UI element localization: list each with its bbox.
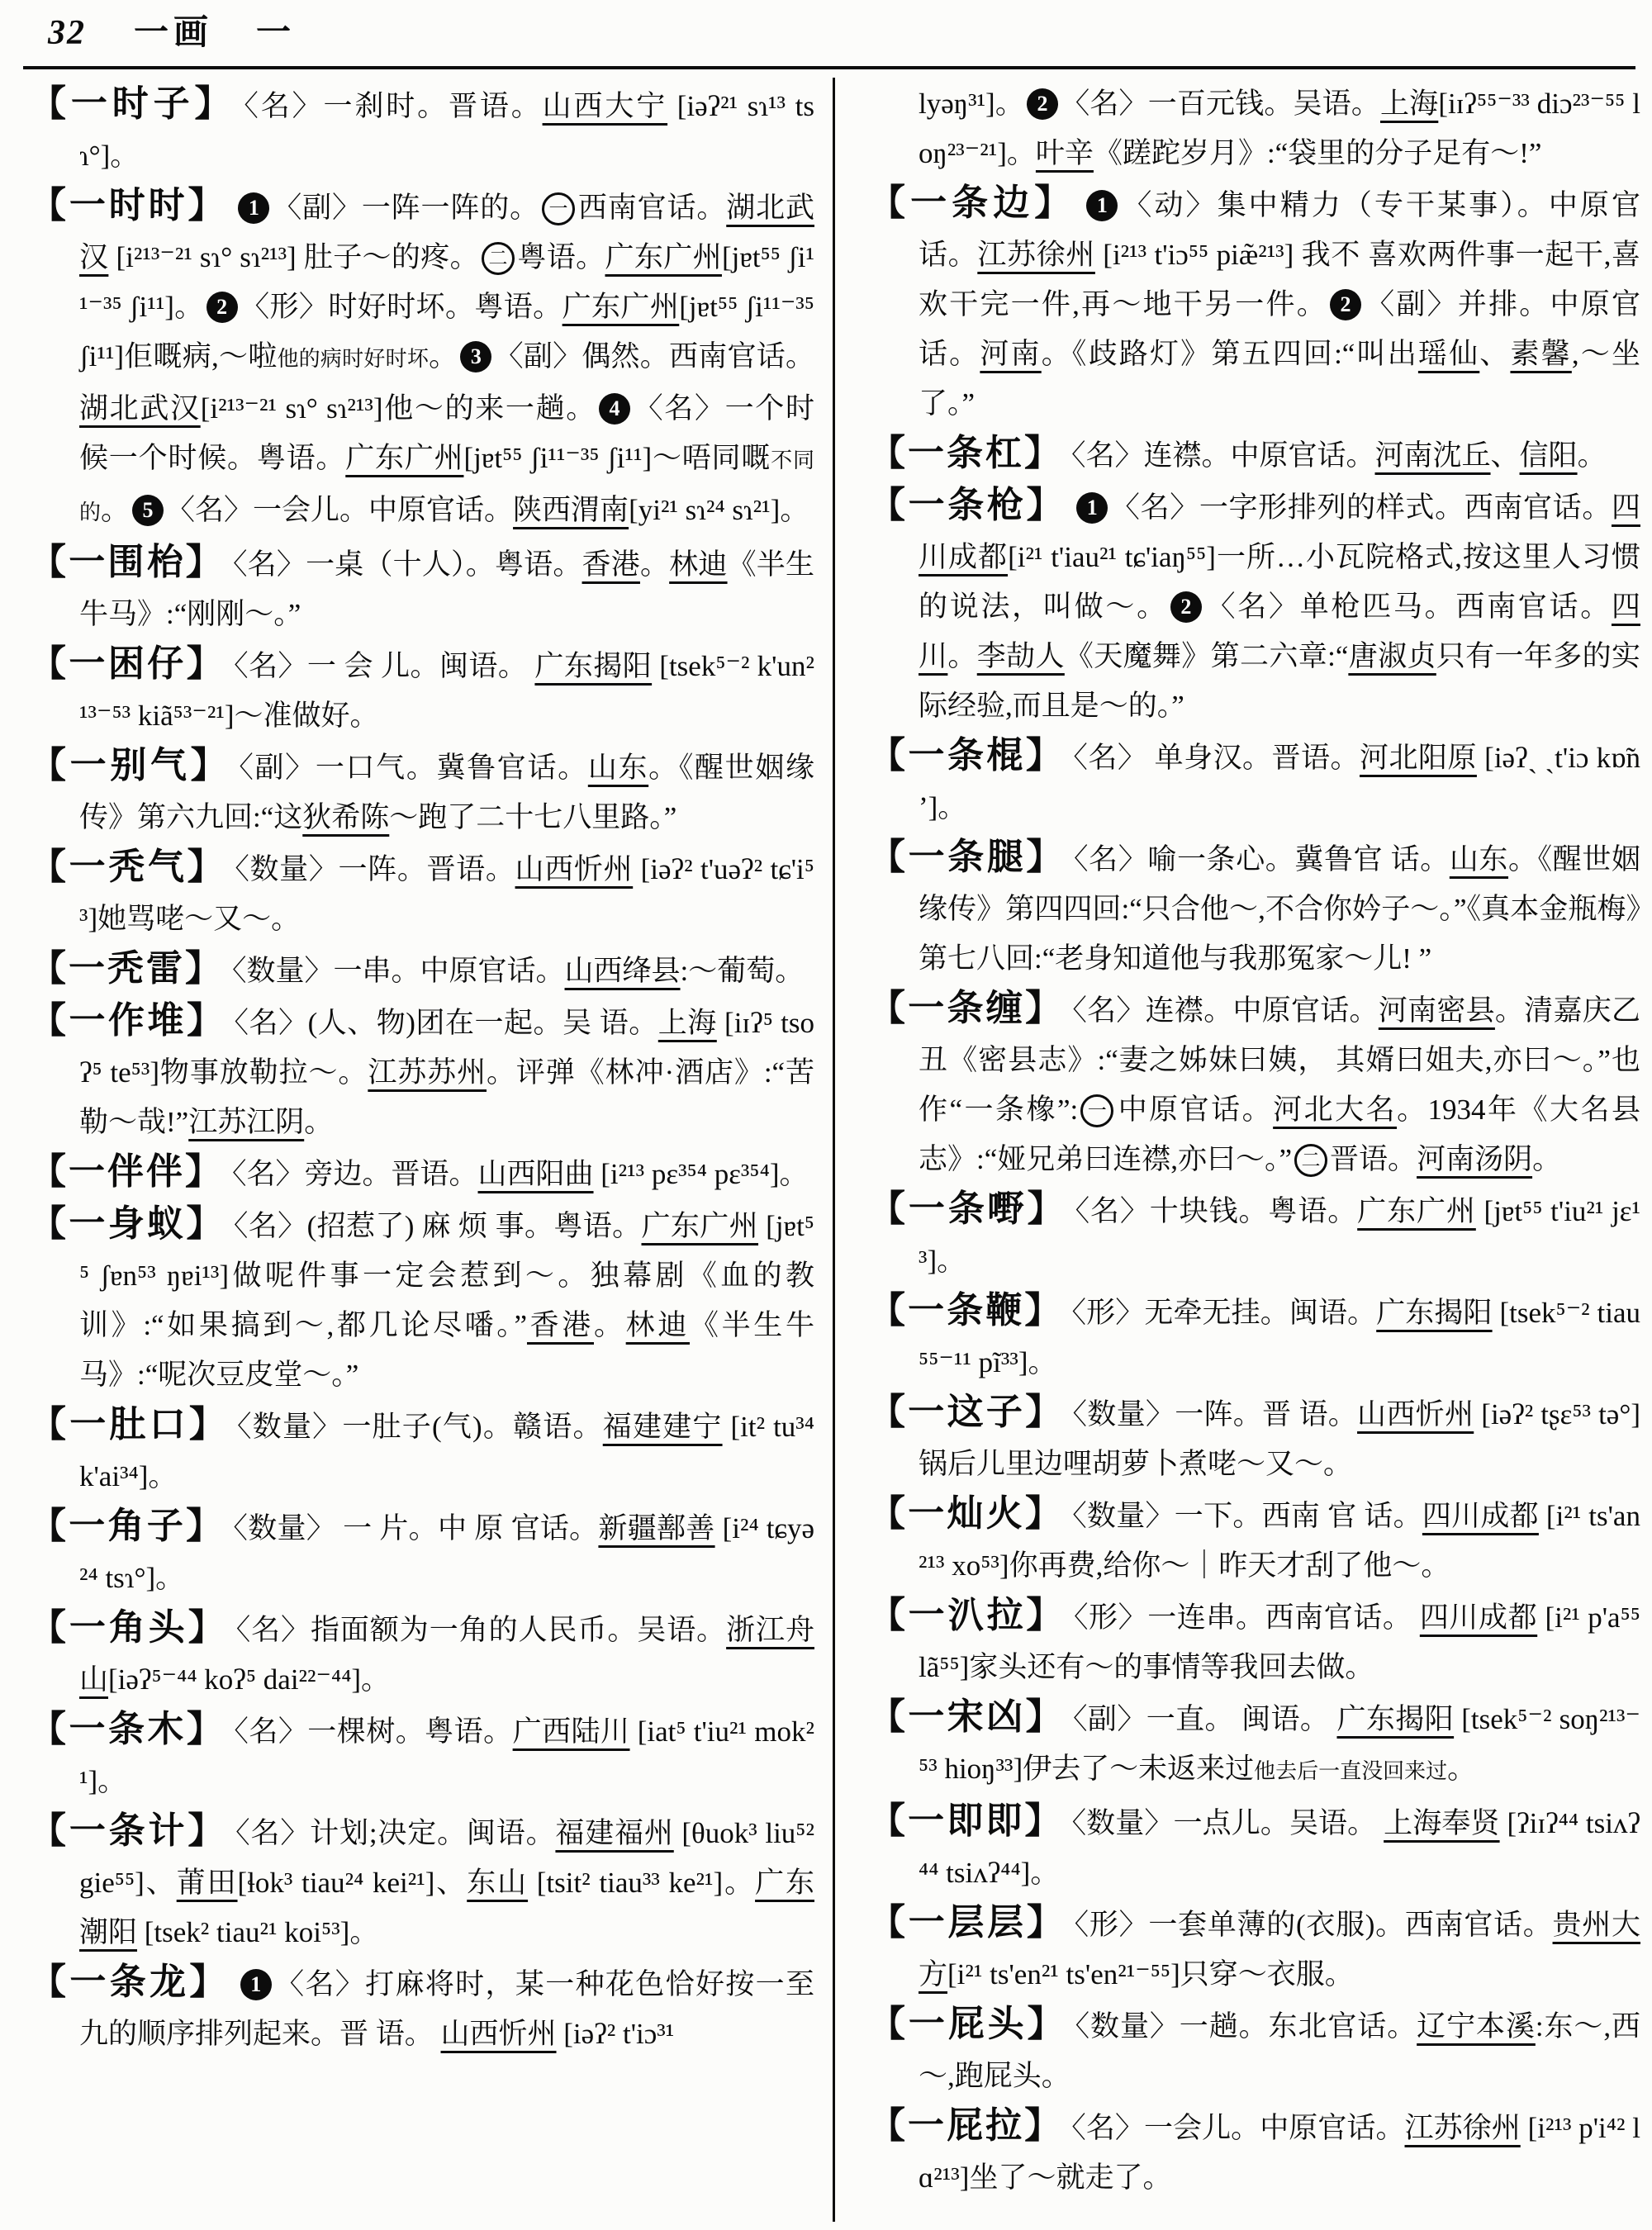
entry-headword: 【一条边】 <box>869 183 1076 223</box>
dialect-locale: 广东广州 <box>641 1210 759 1242</box>
entry-headword: 【一身蚁】 <box>30 1203 225 1244</box>
dictionary-entry: 【一伴伴】 〈名〉旁边。晋语。山西阳曲 [i²¹³ pɛ³⁵⁴ pɛ³⁵⁴]。 <box>30 1151 809 1192</box>
dialect-locale: 河南密县 <box>1378 994 1495 1027</box>
dictionary-entry: 【一这子】 〈数量〉一阵。晋 语。山西忻州 [iəʔ² tʂɛ⁵³ tə°]锅后儿里边哩胡萝卜煮咾～又～。 <box>869 1392 1640 1480</box>
entry-headword: 【一时时】 <box>30 185 228 225</box>
sense-number-icon: 1 <box>238 192 269 224</box>
entry-headword: 【一作堆】 <box>30 1000 226 1041</box>
dialect-locale: 湖北武汉 <box>79 392 201 425</box>
dictionary-entry: 【一灿火】 〈数量〉一下。西南 官 话。四川成都 [i²¹ ts'an²¹³ xo⁵³]你再费,给你～｜昨天才刮了他～。 <box>869 1493 1640 1582</box>
entry-headword: 【一即即】 <box>869 1801 1064 1841</box>
dialect-locale: 陕西渭南 <box>513 494 629 526</box>
radical-char: 一 <box>256 14 293 52</box>
sense-number-icon: 1 <box>1076 492 1108 524</box>
dialect-locale: 浙江舟山 <box>79 1614 814 1696</box>
dialect-locale: 山西忻州 <box>440 2018 557 2050</box>
dictionary-entry: 【一屁头】 〈数量〉一趟。东北官话。辽宁本溪:东～,西～,跑屁头。 <box>869 2004 1640 2092</box>
page-number: 32 <box>48 14 86 52</box>
entry-headword: 【一层层】 <box>869 1902 1066 1943</box>
entry-headword: 【一屁拉】 <box>869 2105 1064 2146</box>
sense-number-icon: 4 <box>599 393 630 425</box>
dictionary-entry: 【一条边】 1 〈动〉集中精力（专干某事）。中原官话。江苏徐州 [i²¹³ t'iɔ⁵⁵ piæ̃²¹³] 我不 喜欢两件事一起干,喜欢干完一件,再～地干另一件。 2 〈副〉并排。中原官话。河南。《歧路灯》第五四回:“叫出瑶仙、素馨,～坐了。” <box>869 183 1640 420</box>
dialect-locale: 瑶仙 <box>1417 338 1480 370</box>
entry-headword: 【一条腿】 <box>869 837 1066 877</box>
dictionary-entry: 【一条杠】 〈名〉连襟。中原官话。河南沈丘、信阳。 <box>869 433 1607 473</box>
dialect-locale: 广东广州 <box>345 442 464 474</box>
gloss-note: 他的病时好时坏 <box>277 347 430 371</box>
dialect-locale: 素馨 <box>1510 338 1572 370</box>
dialect-locale: 湖北武汉 <box>79 192 814 273</box>
entry-headword: 【一屁头】 <box>869 2004 1067 2044</box>
dialect-locale: 河南沈丘 <box>1374 439 1491 472</box>
entry-headword: 【一角子】 <box>30 1506 225 1546</box>
entry-headword: 【一角头】 <box>30 1607 228 1648</box>
column-divider <box>833 78 835 2222</box>
dialect-locale: 香港 <box>526 1309 594 1341</box>
dictionary-entry: 【一困仔】 〈名〉一 会 儿。闽语。 广东揭阳 [tsek⁵⁻² k'un²¹³⁻⁵³ kiã⁵³⁻²¹]～准做好。 <box>30 643 814 732</box>
dialect-locale: 山西忻州 <box>1357 1398 1474 1431</box>
dictionary-entry: 【一条枪】 1 〈名〉一字形排列的样式。西南官话。四川成都[i²¹ t'iau²¹ tɕ'iaŋ⁵⁵]一所…小瓦院格式,按这里人习惯的说法，叫做～。 2 〈名〉单枪匹马。西南官话。四川。李劼人《天魔舞》第二六章:“唐淑贞只有一年多的实际经验,而且是～的。” <box>869 485 1640 722</box>
dialect-locale: 山西阳曲 <box>477 1158 594 1190</box>
entry-headword: 【一伴伴】 <box>30 1151 224 1192</box>
dictionary-entry: 【一条鞭】 〈形〉无牵无挂。闽语。广东揭阳 [tsek⁵⁻² tiau⁵⁵⁻¹¹ pĩ³³]。 <box>869 1290 1641 1378</box>
dialect-locale: 唐淑贞 <box>1348 640 1436 672</box>
dialect-locale: 狄希陈 <box>302 801 390 833</box>
dialect-locale: 江苏徐州 <box>1404 2112 1521 2144</box>
dialect-locale: 山东 <box>1449 843 1509 875</box>
dialect-locale: 东山 <box>467 1867 529 1899</box>
entry-headword: 【一时子】 <box>30 83 236 124</box>
dictionary-entry: 【一时时】 1 〈副〉一阵一阵的。 一 西南官话。湖北武汉 [i²¹³⁻²¹ sɿ° sɿ²¹³] 肚子～的疼。 二 粤语。广东广州[jɐt⁵⁵ ʃi¹¹⁻³⁵ ʃi¹¹]。 2 〈形〉时好时坏。粤语。广东广州[jɐt⁵⁵ ʃi¹¹⁻³⁵ ʃi¹¹]佢嘅病,～啦他的病时好时坏。 3 〈副〉偶然。西南官话。湖北武汉[i²¹³⁻²¹ sɿ° sɿ²¹³]他～的来一趟。 4 〈名〉一个时候一个时候。粤语。广东广州[jɐt⁵⁵ ʃi¹¹⁻³⁵ ʃi¹¹]～唔同嘅不同的。 5 〈名〉一会儿。中原官话。陕西渭南[yi²¹ sɿ²⁴ sɿ²¹]。 <box>30 185 815 526</box>
sense-number-icon: 2 <box>1330 289 1361 320</box>
dialect-locale: 四川成都 <box>1422 1500 1539 1532</box>
dialect-locale: 福建建宁 <box>602 1411 723 1443</box>
entry-headword: 【一条嘢】 <box>869 1189 1067 1229</box>
gloss-note: 不同的 <box>79 448 814 524</box>
sense-number-icon: 2 <box>1027 88 1058 120</box>
dictionary-entry: 【一角头】 〈名〉指面额为一角的人民币。吴语。浙江舟山[iəʔ⁵⁻⁴⁴ koʔ⁵ dai²²⁻⁴⁴]。 <box>30 1607 814 1696</box>
entry-headword: 【一宋凶】 <box>869 1696 1066 1737</box>
dictionary-entry: 【一秃气】 〈数量〉一阵。晋语。山西忻州 [iəʔ² t'uəʔ² tɕ'i⁵³]她骂咾～又～。 <box>30 847 814 935</box>
dialect-locale: 广东广州 <box>605 241 722 273</box>
entry-headword: 【一条计】 <box>30 1810 228 1851</box>
dictionary-entry: 【一即即】 〈数量〉一点儿。吴语。 上海奉贤 [ʔiɪʔ⁴⁴ tsiʌʔ⁴⁴ tsiʌʔ⁴⁴]。 <box>869 1801 1640 1889</box>
entry-headword: 【一秃气】 <box>30 847 227 887</box>
dialect-locale: 福建福州 <box>555 1817 674 1849</box>
dictionary-entry: 【一层层】 〈形〉一套单薄的(衣服)。西南官话。贵州大方[i²¹ ts'en²¹ ts'en²¹⁻⁵⁵]只穿～衣服。 <box>869 1902 1641 1990</box>
dialect-locale: 叶辛 <box>1035 137 1094 169</box>
dialect-locale: 香港 <box>582 548 640 581</box>
dialect-locale: 山西绛县 <box>564 955 681 987</box>
subsense-number-icon: 二 <box>1294 1144 1327 1177</box>
page-header <box>48 10 292 56</box>
dialect-locale: 四川 <box>919 591 1640 672</box>
dictionary-entry: 【一条计】 〈名〉计划;决定。闽语。福建福州 [θuok³ liu⁵² gie⁵⁵]、莆田[ɬok³ tiau²⁴ kei²¹]、东山 [tsit² tiau³³ ke²¹]。广东潮阳 [tsek² tiau²¹ koi⁵³]。 <box>30 1810 814 1948</box>
sense-number-icon: 1 <box>240 1969 272 2000</box>
entry-headword: 【一秃雷】 <box>30 948 224 989</box>
dictionary-entry: 【一条腿】 〈名〉喻一条心。冀鲁官 话。山东。《醒世姻缘传》第四四回:“只合他～,不合你妗子～。”《真本金瓶梅》第七八回:“老身知道他与我那冤家～儿! ” <box>869 837 1640 975</box>
entry-headword: 【一汃拉】 <box>869 1595 1066 1635</box>
dialect-locale: 四川成都 <box>1419 1601 1538 1634</box>
dialect-locale: 山西大宁 <box>542 90 668 122</box>
dialect-locale: 上海 <box>1379 88 1439 120</box>
stroke-section-title: 一画 <box>134 14 214 52</box>
dictionary-entry: 【一宋凶】 〈副〉一直。 闽语。 广东揭阳 [tsek⁵⁻² soŋ²¹³⁻⁵³ hioŋ³³]伊去了～未返来过他去后一直没回来过。 <box>869 1696 1641 1785</box>
entry-headword: 【一困仔】 <box>30 643 226 684</box>
dialect-locale: 河北大名 <box>1273 1094 1398 1126</box>
dialect-locale: 广东广州 <box>562 291 680 323</box>
dictionary-entry: 【一肚口】 〈数量〉一肚子(气)。赣语。福建建宁 [it² tu³⁴ k'ai³⁴]。 <box>30 1404 814 1492</box>
sense-number-icon: 3 <box>460 341 491 372</box>
sense-number-icon: 2 <box>206 292 238 323</box>
dialect-locale: 信阳 <box>1519 439 1578 472</box>
sense-number-icon: 1 <box>1086 190 1118 221</box>
dialect-locale: 广东广州 <box>1357 1195 1476 1227</box>
dictionary-entry: 【一秃雷】 〈数量〉一串。中原官话。山西绛县:～葡萄。 <box>30 948 805 989</box>
dialect-locale: 山西忻州 <box>515 853 634 885</box>
entry-headword: 【一条木】 <box>30 1709 226 1749</box>
entry-headword: 【一条杠】 <box>869 433 1063 473</box>
entry-headword: 【一这子】 <box>869 1392 1065 1432</box>
gloss-note: 他去后一直没回来过 <box>1254 1759 1448 1783</box>
dialect-locale: 莆田 <box>176 1867 238 1899</box>
dialect-locale: 广东揭阳 <box>1376 1297 1493 1329</box>
right-column <box>869 79 1640 2203</box>
dialect-locale: 上海奉贤 <box>1384 1807 1500 1839</box>
dictionary-entry: 【一时子】 〈名〉一刹时。晋语。山西大宁 [iəʔ²¹ sɿ¹³ tsɿ°]。 <box>30 83 814 172</box>
dictionary-entry: 【一身蚁】 〈名〉(招惹了) 麻 烦 事。粤语。广东广州 [jɐt⁵⁵ ʃɐn⁵³ ŋɐi¹³]做呢件事一定会惹到～。独幕剧《血的教训》:“如果搞到～,都几论尽噃。”香港。林迪《半生牛马》:“呢次豆皮堂～。” <box>30 1203 815 1391</box>
header-rule <box>23 66 1635 69</box>
dialect-locale: 江苏徐州 <box>977 239 1095 271</box>
dictionary-entry: 【一作堆】 〈名〉(人、物)团在一起。吴 语。上海 [iɪʔ⁵ tsoʔ⁵ te⁵³]物事放勒拉～。江苏苏州。评弹《林冲·酒店》:“苦勒～哉!”江苏江阴。 <box>30 1000 815 1138</box>
dictionary-entry: 【一条棍】 〈名〉 单身汉。晋语。河北阳原 [iəʔˏ ˏt'iɔ kɒ̃nʼ]。 <box>869 735 1640 823</box>
entry-headword: 【一条缠】 <box>869 988 1065 1028</box>
dialect-locale: 林迪 <box>669 548 728 581</box>
dialect-locale: 林迪 <box>625 1309 690 1341</box>
dialect-locale: 河南 <box>980 338 1042 370</box>
entry-headword: 【一条棍】 <box>869 735 1066 776</box>
dialect-locale: 贵州大方 <box>919 1909 1641 1990</box>
entry-headword: 【一条鞭】 <box>869 1290 1064 1331</box>
dictionary-entry-continuation: lyəŋ³¹]。 2 〈名〉一百元钱。吴语。上海[iɪʔ⁵⁵⁻³³ diɔ²³⁻⁵⁵ loŋ²³⁻²¹]。叶辛《蹉跎岁月》:“袋里的分子足有～!” <box>919 88 1640 169</box>
dialect-locale: 广东揭阳 <box>534 650 653 682</box>
dictionary-entry: 【一别气】 〈副〉一口气。冀鲁官话。山东。《醒世姻缘传》第六九回:“这狄希陈～跑了二十七八里路。” <box>30 745 814 833</box>
dictionary-entry: 【一条嘢】 〈名〉十块钱。粤语。广东广州 [jɐt⁵⁵ t'iu²¹ jɛ¹³]。 <box>869 1189 1640 1277</box>
dialect-locale: 新疆鄯善 <box>598 1512 715 1544</box>
sense-number-icon: 5 <box>132 495 164 526</box>
dictionary-entry: 【一汃拉】 〈形〉一连串。西南官话。 四川成都 [i²¹ p'a⁵⁵ lã⁵⁵]家头还有～的事情等我回去做。 <box>869 1595 1640 1683</box>
dictionary-entry: 【一围枱】 〈名〉一桌（十人）。粤语。香港。林迪《半生牛马》:“刚刚～。” <box>30 542 814 630</box>
dialect-locale: 上海 <box>657 1007 717 1039</box>
subsense-number-icon: 一 <box>542 192 575 225</box>
dictionary-entry: 【一屁拉】 〈名〉一会儿。中原官话。江苏徐州 [i²¹³ p'i⁴² lɑ²¹³]坐了～就走了。 <box>869 2105 1640 2194</box>
dialect-locale: 河北阳原 <box>1360 742 1477 774</box>
entry-headword: 【一肚口】 <box>30 1404 230 1445</box>
subsense-number-icon: 一 <box>1080 1094 1113 1127</box>
dialect-locale: 广东潮阳 <box>79 1867 814 1948</box>
dictionary-entry: 【一角子】 〈数量〉 一 片。中 原 官话。新疆鄯善 [i²⁴ tɕyə²⁴ tsɿ°]。 <box>30 1506 814 1594</box>
dictionary-entry: 【一条缠】 〈名〉连襟。中原官话。河南密县。清嘉庆乙丑《密县志》:“妻之姊妹曰姨， 其婿曰姐夫,亦曰～。”也作“一条橡”: 一 中原官话。河北大名。1934年《大名县志》:“娅兄弟曰连襟,亦曰～。” 二 晋语。河南汤阴。 <box>869 988 1640 1175</box>
dialect-locale: 江苏苏州 <box>368 1056 487 1089</box>
sense-number-icon: 2 <box>1170 591 1202 623</box>
dictionary-entry: 【一条木】 〈名〉一棵树。粤语。广西陆川 [iat⁵ t'iu²¹ mok²¹]。 <box>30 1709 814 1797</box>
entry-headword: 【一灿火】 <box>869 1493 1065 1534</box>
dialect-locale: 四川成都 <box>919 491 1640 573</box>
left-column <box>30 79 814 2059</box>
entry-headword: 【一围枱】 <box>30 542 225 582</box>
entry-headword: 【一别气】 <box>30 745 231 785</box>
entry-headword: 【一条枪】 <box>869 485 1066 525</box>
dialect-locale: 山东 <box>587 752 649 784</box>
dialect-locale: 江苏江阴 <box>188 1106 305 1138</box>
subsense-number-icon: 二 <box>482 242 515 275</box>
entry-headword: 【一条龙】 <box>30 1962 230 2002</box>
dialect-locale: 河南汤阴 <box>1417 1143 1533 1175</box>
dialect-locale: 李劼人 <box>976 640 1065 672</box>
dialect-locale: 广西陆川 <box>512 1715 630 1748</box>
dictionary-entry: 【一条龙】 1 〈名〉打麻将时，某一种花色恰好按一至九的顺序排列起来。晋 语。 山西忻州 [iəʔ² t'iɔ³¹ <box>30 1962 815 2050</box>
dialect-locale: 广东揭阳 <box>1336 1703 1455 1735</box>
dialect-locale: 辽宁本溪 <box>1417 2010 1536 2043</box>
